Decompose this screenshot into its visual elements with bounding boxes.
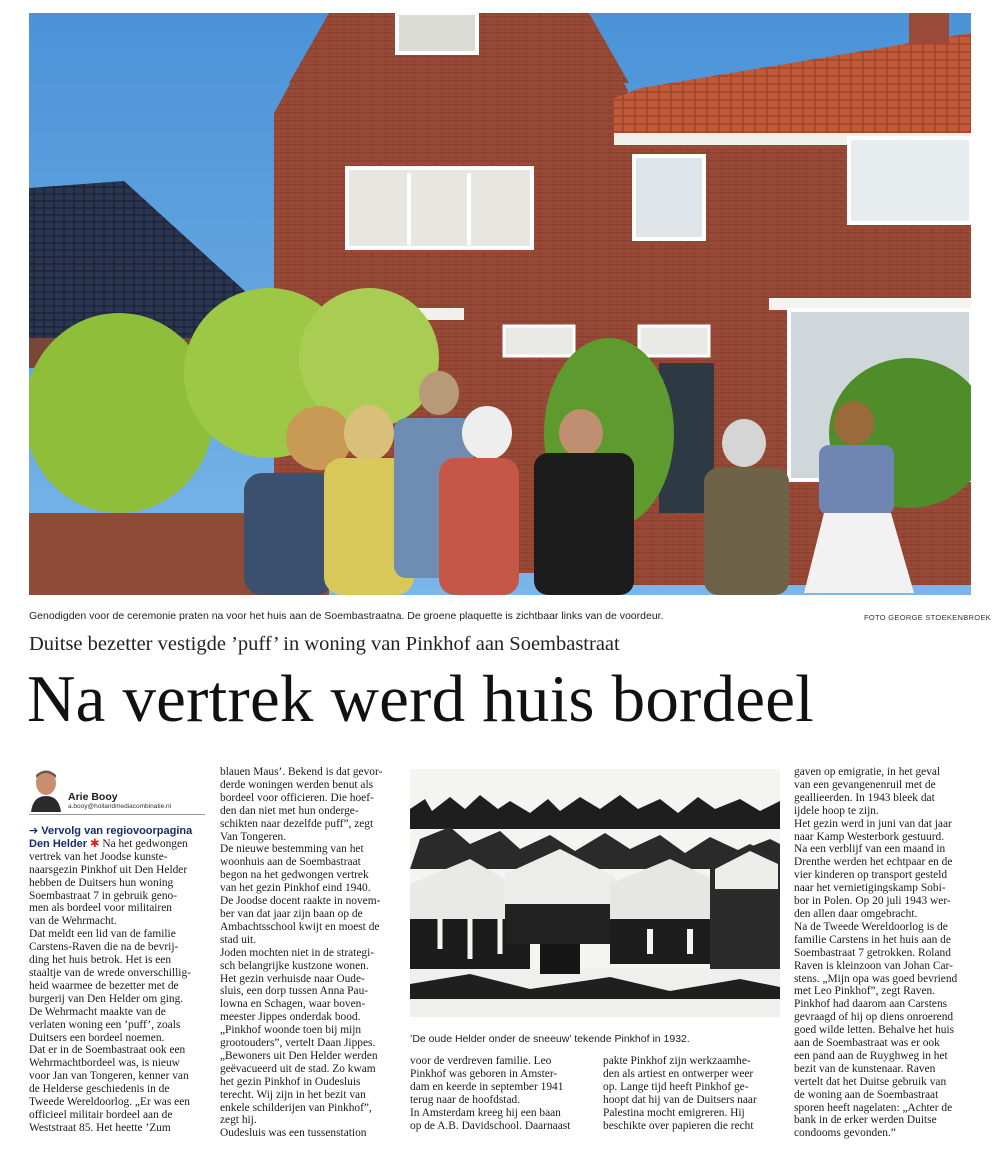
text-line: aan de Soembastraat was er ook: [794, 1037, 940, 1050]
dateline-star-icon: ✱: [89, 837, 100, 850]
text-line: begon na het gedwongen vertrek: [220, 869, 369, 882]
text-line: vertrek van het Joodse kunste-: [29, 850, 168, 863]
text-line: Het gezin werd in juni van dat jaar: [794, 817, 952, 830]
byline-divider: [29, 814, 205, 815]
column-1-lines: [29, 851, 205, 1135]
continued-from-label[interactable]: ➔ Vervolg van regiovoorpagina: [29, 825, 193, 837]
text-line: hoopt dat hij van de Duitsers naar: [603, 1093, 757, 1106]
text-line: den als artiest en ontwerper weer: [603, 1067, 754, 1080]
text-line: Dat er in de Soembastraat ook een: [29, 1044, 186, 1057]
text-line: het gezin Pinkhof in Oudesluis: [220, 1075, 361, 1088]
text-line: Drenthe werden het echtpaar en de: [794, 856, 953, 869]
text-line: geallieerden. In 1943 bleek dat: [794, 791, 935, 804]
column-3: [410, 1055, 590, 1132]
text-line: van een gevangenenruil met de: [794, 778, 936, 791]
photo-caption: Genodigden voor de ceremonie praten na voor het huis aan de Soembastraatna. De groene plaquette is zichtbaar links van de voordeur.: [29, 610, 664, 622]
photo-credit: FOTO GEORGE STOEKENBROEK: [864, 613, 991, 622]
text-line: Duitsers een bordeel noemen.: [29, 1031, 165, 1044]
pinkhof-illustration: [410, 769, 780, 1017]
text-line: pakte Pinkhof zijn werkzaamhe-: [603, 1055, 751, 1067]
text-line: Palestina mocht emigreren. Hij: [603, 1106, 745, 1119]
column-4-lines: [603, 1055, 783, 1132]
author-name: Arie Booy: [68, 791, 118, 803]
column-5-lines: [794, 766, 972, 1140]
text-line: geëvacueerd uit de stad. Zo kwam: [220, 1062, 376, 1075]
text-line: Pinkhof had daarom aan Carstens: [794, 998, 948, 1011]
text-line: Het gezin verhuisde naar Oude-: [220, 972, 365, 985]
text-line: De nieuwe bestemming van het: [220, 843, 364, 856]
text-line: De Joodse docent raakte in novem-: [220, 895, 381, 908]
text-line: Soembastraat 7 getrokken. Roland: [794, 946, 951, 959]
lead-first-words: Na het gedwongen: [102, 837, 188, 850]
text-line: naarsgezin Pinkhof uit Den Helder: [29, 863, 188, 876]
text-line: den allen daar omgebracht.: [794, 907, 918, 920]
text-line: burgerij van Den Helder om ging.: [29, 992, 184, 1005]
text-line: hebben de Duitsers hun woning: [29, 876, 174, 889]
text-line: voor Jan van Tongeren, kenner van: [29, 1070, 189, 1083]
text-line: ijdele hoop te zijn.: [794, 804, 879, 817]
text-line: verlaten woning een ’puff’, zoals: [29, 1018, 181, 1031]
text-line: Oudesluis was een tussenstation: [220, 1127, 367, 1140]
text-line: Van Tongeren.: [220, 830, 287, 843]
text-line: „Pinkhof woonde toen bij mijn: [220, 1024, 362, 1037]
text-line: den dan niet met hun onderge-: [220, 804, 359, 817]
text-line: dam en keerde in september 1941: [410, 1080, 564, 1093]
column-2: [220, 766, 400, 1140]
text-line: beschikte over papieren die recht: [603, 1119, 754, 1132]
text-line: bor in Polen. Op 20 juli 1943 wer-: [794, 895, 951, 908]
text-line: Ambachtsschool kwijt en moest de: [220, 920, 380, 933]
text-line: Wehrmachtbordeel was, is nieuw: [29, 1057, 180, 1070]
column-3-lines: [410, 1055, 590, 1132]
illustration-caption: ’De oude Helder onder de sneeuw’ tekende Pinkhof in 1932.: [410, 1033, 690, 1045]
text-line: enkele schilderijen van Pinkhof”,: [220, 1101, 372, 1114]
text-line: terug naar de hoofdstad.: [410, 1093, 521, 1106]
text-line: zegt hij.: [220, 1114, 257, 1127]
text-line: de Helderse geschiedenis in de: [29, 1083, 170, 1096]
text-line: meester Jippes onderdak bood.: [220, 1011, 361, 1024]
text-line: staaltje van de wrede onverschillig-: [29, 966, 191, 979]
column-4: [603, 1055, 783, 1132]
text-line: Tweede Wereldoorlog. „Er was een: [29, 1096, 190, 1109]
text-line: de woning aan de Soembastraat: [794, 1088, 939, 1101]
text-line: In Amsterdam kreeg hij een baan: [410, 1106, 561, 1119]
text-line: sluis, een dorp tussen Anna Pau-: [220, 985, 369, 998]
text-line: ding het huis betrok. Het is een: [29, 954, 172, 967]
column-5: [794, 766, 972, 1140]
text-line: officieel militair bordeel aan de: [29, 1108, 173, 1121]
text-line: vier kinderen op transport gesteld: [794, 869, 948, 882]
text-line: sch belangrijke kustzone wonen.: [220, 959, 369, 972]
text-line: men als bordeel voor militairen: [29, 902, 172, 915]
text-line: naar het vernietigingskamp Sobi-: [794, 882, 946, 895]
kicker-headline: Duitse bezetter vestigde ’puff’ in woning van Pinkhof aan Soembastraat: [29, 633, 620, 655]
text-line: Joden mochten niet in de strategi-: [220, 946, 375, 959]
text-line: gaven op emigratie, in het geval: [794, 766, 941, 778]
text-line: De Wehrmacht maakte van de: [29, 1005, 166, 1018]
text-line: schikten naar dezelfde puff”, zegt: [220, 817, 374, 830]
text-line: bezit van de kunstenaar. Raven: [794, 1062, 936, 1075]
text-line: derde woningen werden benut als: [220, 778, 374, 791]
author-avatar: [29, 768, 63, 812]
text-line: ber van dat jaar zijn baan op de: [220, 907, 363, 920]
text-line: „Bewoners uit Den Helder werden: [220, 1049, 378, 1062]
text-line: sporen heeft nagelaten: „Achter de: [794, 1101, 953, 1114]
text-line: Na de Tweede Wereldoorlog is de: [794, 920, 948, 933]
text-line: Soembastraat 7 in gebruik geno-: [29, 889, 178, 902]
dateline: Den Helder: [29, 837, 88, 850]
text-line: condooms gevonden.”: [794, 1127, 896, 1140]
text-line: van het gezin Pinkhof eind 1940.: [220, 882, 371, 895]
text-line: Pinkhof was geboren in Amster-: [410, 1067, 558, 1080]
text-line: met Leo Pinkhof”, zegt Raven.: [794, 985, 936, 998]
text-line: naar Kamp Westerbork gestuurd.: [794, 830, 945, 843]
text-line: woonhuis aan de Soembastraat: [220, 856, 361, 869]
text-line: goed wilde letten. Behalve het huis: [794, 1024, 955, 1037]
text-line: Dat meldt een lid van de familie: [29, 928, 176, 941]
text-line: Raven is kleinzoon van Johan Car-: [794, 959, 953, 972]
text-line: stad uit.: [220, 933, 257, 946]
article-photo: [29, 13, 971, 595]
text-line: voor de verdreven familie. Leo: [410, 1055, 552, 1067]
text-line: een pand aan de Ruyghweg in het: [794, 1049, 948, 1062]
text-line: blauen Maus’. Bekend is dat gevor-: [220, 766, 383, 778]
text-line: vertelt dat het Duitse gebruik van: [794, 1075, 947, 1088]
text-line: van de Wehrmacht.: [29, 915, 117, 928]
text-line: grootouders”, vertelt Daan Jippes.: [220, 1037, 376, 1050]
main-headline: Na vertrek werd huis bordeel: [27, 662, 814, 736]
text-line: terecht. Wij zijn in het bezit van: [220, 1088, 366, 1101]
text-line: heid waarmee de bezetter met de: [29, 979, 179, 992]
text-line: op. Lange tijd heeft Pinkhof ge-: [603, 1080, 749, 1093]
text-line: gevraagd of hij op diens onroerend: [794, 1011, 954, 1024]
text-line: Na een verblijf van een maand in: [794, 843, 946, 856]
text-line: familie Carstens in het huis aan de: [794, 933, 951, 946]
text-line: bank in de erker werden Duitse: [794, 1114, 937, 1127]
text-line: Carstens-Raven die na de bevrij-: [29, 941, 179, 954]
text-line: lowna en Schagen, waar boven-: [220, 998, 366, 1011]
text-line: stens. „Mijn opa was goed bevriend: [794, 972, 958, 985]
author-email[interactable]: a.booy@hollandmediacombinatie.nl: [68, 803, 172, 810]
text-line: Weststraat 85. Het heette ’Zum: [29, 1121, 171, 1134]
text-line: bordeel voor officieren. Die hoef-: [220, 791, 374, 804]
column-2-lines: [220, 766, 400, 1140]
column-1: [29, 825, 205, 1135]
text-line: op de A.B. Davidschool. Daarnaast: [410, 1119, 571, 1132]
